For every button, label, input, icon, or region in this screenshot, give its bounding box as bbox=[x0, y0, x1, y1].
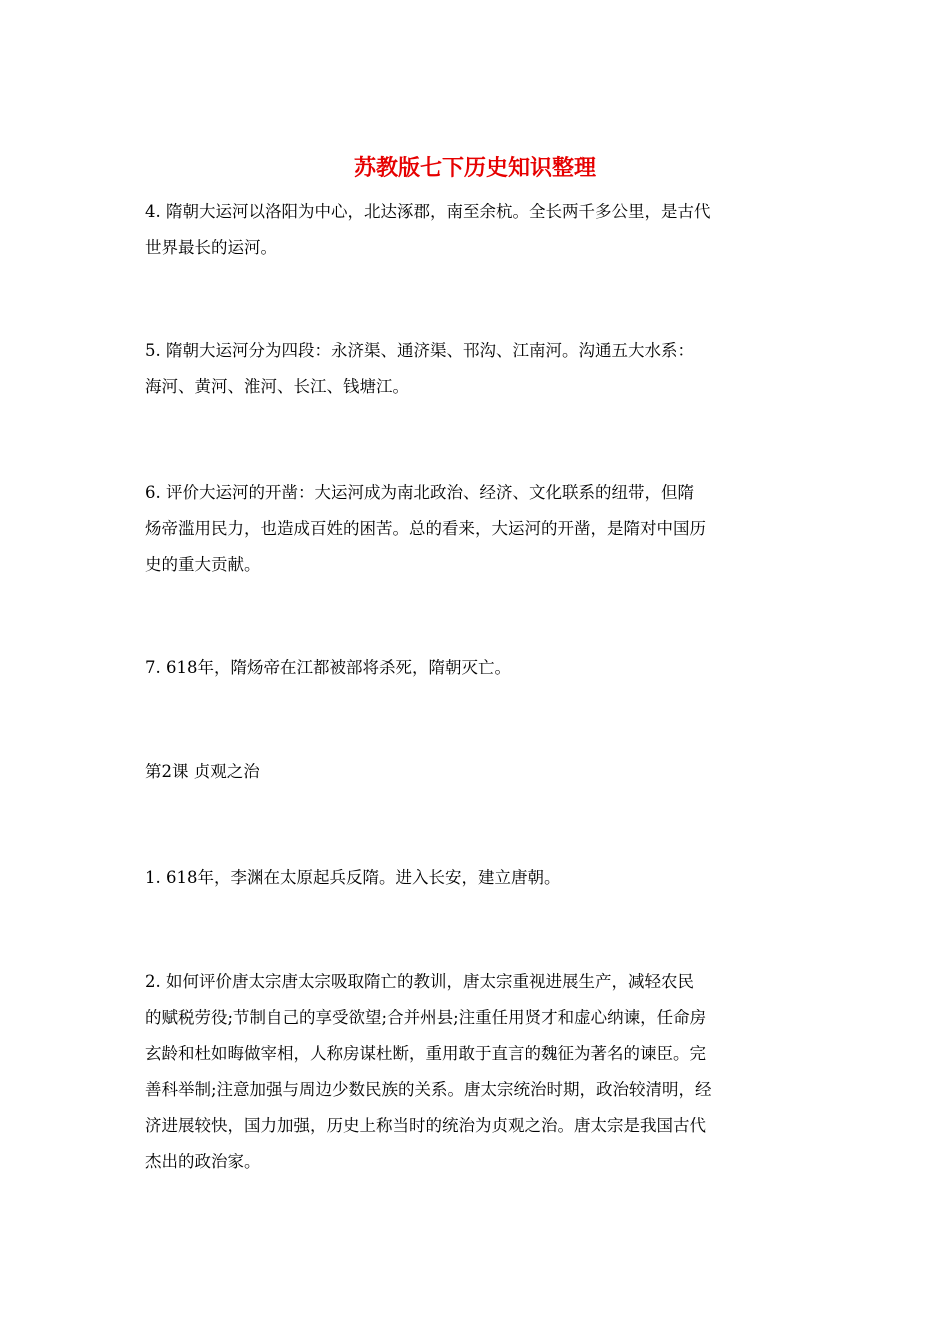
document-title: 苏教版七下历史知识整理 bbox=[353, 155, 596, 181]
text-line: 世界最长的运河。 bbox=[145, 238, 277, 257]
text-line: 玄龄和杜如晦做宰相，人称房谋杜断，重用敢于直言的魏征为著名的谏臣。完 bbox=[145, 1044, 706, 1063]
paragraph-item-4 bbox=[145, 194, 815, 266]
text-line: 7. 618年，隋炀帝在江都被部将杀死，隋朝灭亡。 bbox=[145, 658, 511, 677]
paragraph-item-7 bbox=[145, 650, 815, 686]
lesson-heading bbox=[145, 754, 815, 790]
paragraph-item-2 bbox=[145, 964, 815, 1180]
text-line: 1. 618年，李渊在太原起兵反隋。进入长安，建立唐朝。 bbox=[145, 868, 561, 887]
text-line: 史的重大贡献。 bbox=[145, 555, 261, 574]
paragraph-item-1 bbox=[145, 860, 815, 896]
text-line: 杰出的政治家。 bbox=[145, 1152, 261, 1171]
text-line: 济进展较快，国力加强，历史上称当时的统治为贞观之治。唐太宗是我国古代 bbox=[145, 1116, 706, 1135]
paragraph-item-6 bbox=[145, 475, 815, 583]
text-line: 4. 隋朝大运河以洛阳为中心，北达涿郡，南至余杭。全长两千多公里，是古代 bbox=[145, 202, 711, 221]
text-line: 2. 如何评价唐太宗唐太宗吸取隋亡的教训，唐太宗重视进展生产，减轻农民 bbox=[145, 972, 694, 991]
paragraph-item-5 bbox=[145, 333, 815, 405]
text-line: 的赋税劳役;节制自己的享受欲望;合并州县;注重任用贤才和虚心纳谏，任命房 bbox=[145, 1008, 707, 1027]
text-line: 海河、黄河、淮河、长江、钱塘江。 bbox=[145, 377, 409, 396]
text-line: 炀帝滥用民力，也造成百姓的困苦。总的看来，大运河的开凿，是隋对中国历 bbox=[145, 519, 706, 538]
text-line: 第2课 贞观之治 bbox=[145, 762, 260, 781]
text-line: 5. 隋朝大运河分为四段：永济渠、通济渠、邗沟、江南河。沟通五大水系： bbox=[145, 341, 694, 360]
text-line: 6. 评价大运河的开凿：大运河成为南北政治、经济、文化联系的纽带，但隋 bbox=[145, 483, 694, 502]
text-line: 善科举制;注意加强与周边少数民族的关系。唐太宗统治时期，政治较清明，经 bbox=[145, 1080, 712, 1099]
